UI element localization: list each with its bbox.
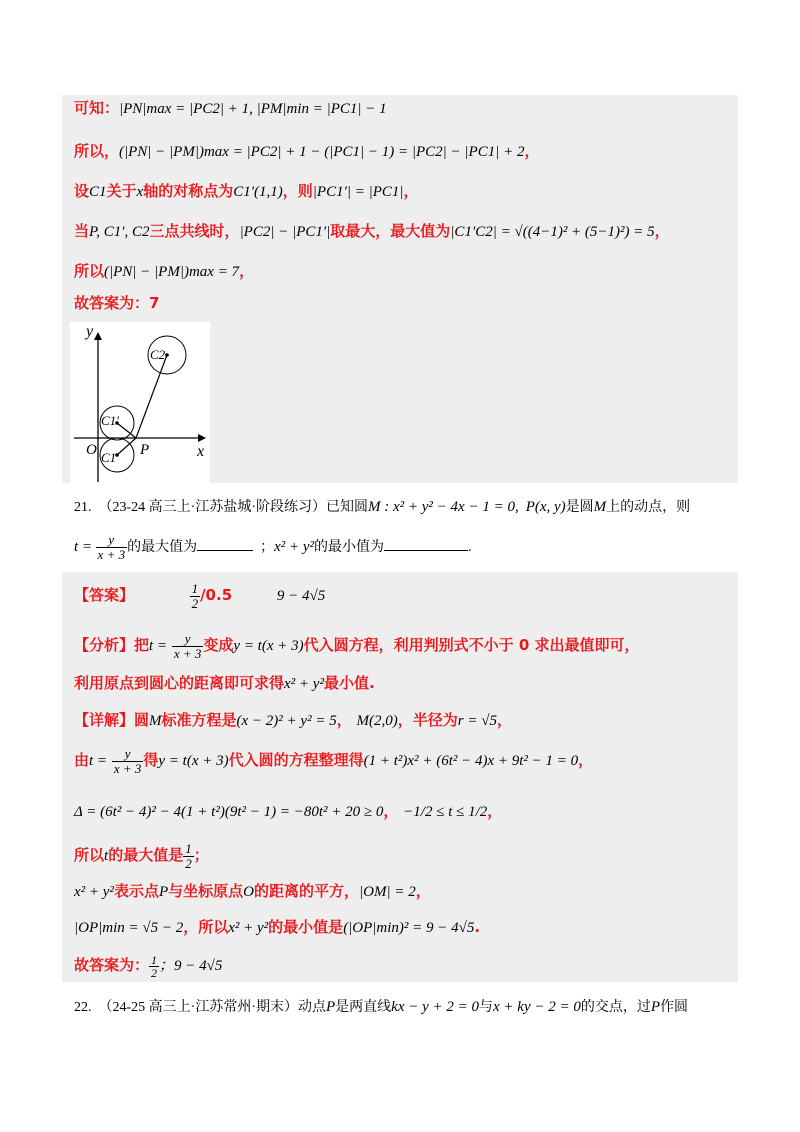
max-value-fraction: $\frac{1}{2}$: [185, 840, 192, 871]
answer-line: 【答案】 $\frac{1}{2}$ /0.5 9 − 4√5: [74, 580, 326, 611]
question-22-line-1: 22. （24-25 高三上·江苏常州·期末）动点P是两直线kx − y + 2 = 0与x + ky − 2 = 0的交点，过P作圆: [74, 999, 689, 1015]
c1-prime-label: C1′: [101, 413, 120, 428]
origin-label: O: [86, 442, 97, 458]
fraction-y-over-x-plus-3: $\frac{y}{x + 3}$: [97, 532, 126, 563]
segment-p-c2: [136, 355, 167, 438]
detail-line-5: x² + y²表示点P与坐标原点O的距离的平方，|OM| = 2，: [74, 882, 431, 900]
x-axis-arrow-icon: [198, 434, 206, 442]
solution-line-2: 所以，(|PN| − |PM|)max = |PC2| + 1 − (|PC1| − 1) = |PC2| − |PC1| + 2，: [74, 142, 540, 160]
answer-blank-1[interactable]: [197, 536, 253, 551]
analysis-fraction: $\frac{y}{x + 3}$: [173, 630, 202, 661]
c1-label: C1: [101, 450, 117, 465]
point-p-label: P: [140, 442, 150, 458]
x-axis-label: x: [197, 443, 205, 460]
c2-label: C2: [150, 347, 166, 362]
detail-line-1: 【详解】圆M标准方程是(x − 2)² + y² = 5， M(2,0)，半径为r = √5，: [74, 711, 512, 729]
segment-c1prime-p: [117, 423, 136, 438]
detail-fraction: $\frac{y}{x + 3}$: [113, 745, 142, 776]
geometry-figure: [70, 322, 210, 485]
detail-line-6: |OP|min = √5 − 2，所以x² + y²的最小值是(|OP|min)² = 9 − 4√5.: [74, 918, 481, 936]
solution-line-3: 设C1关于x轴的对称点为C1′(1,1)，则|PC1′| = |PC1|，: [74, 182, 419, 200]
answer-blank-2[interactable]: [384, 536, 468, 551]
detail-line-2: 由t = $\frac{y}{x + 3}$ 得y = t(x + 3)代入圆的方程整理得(1 + t²)x² + (6t² − 4)x + 9t² − 1 = 0，: [74, 745, 594, 776]
final-answer-line: 故答案为：7: [74, 294, 160, 312]
solution-line-5: 所以(|PN| − |PM|)max = 7，: [74, 262, 255, 280]
coordinate-diagram: [70, 322, 210, 485]
y-axis-arrow-icon: [94, 332, 102, 340]
analysis-line-2: 利用原点到圆心的距离即可求得x² + y²最小值.: [74, 674, 375, 692]
solution-line-1: 可知：|PN|max = |PC2| + 1, |PM|min = |PC1| − 1: [74, 99, 387, 117]
detail-line-3: Δ = (6t² − 4)² − 4(1 + t²)(9t² − 1) = −80t² + 20 ≥ 0， −1/2 ≤ t ≤ 1/2，: [74, 802, 503, 820]
final-fraction-half: $\frac{1}{2}$: [151, 952, 158, 980]
answer-fraction-half: $\frac{1}{2}$: [191, 580, 199, 611]
y-axis-label: y: [86, 323, 94, 340]
question-21-line-2: t = $\frac{y}{x + 3}$ 的最大值为 ；x² + y²的最小值为 .: [74, 532, 472, 563]
question-21-line-1: 21. （23-24 高三上·江苏盐城·阶段练习）已知圆M : x² + y² − 4x − 1 = 0, P(x, y)是圆M上的动点，则: [74, 499, 691, 515]
analysis-line-1: 【分析】把t = $\frac{y}{x + 3}$ 变成y = t(x + 3)代入圆方程，利用判别式不小于 0 求出最值即可，: [74, 630, 640, 661]
final-answer-21: 故答案为： $\frac{1}{2}$ ；9 − 4√5: [74, 952, 223, 980]
solution-line-4: 当P, C1′, C2三点共线时，|PC2| − |PC1′|取最大，最大值为|C1′C2| = √((4−1)² + (5−1)²) = 5，: [74, 222, 670, 240]
detail-line-4: 所以t的最大值是 $\frac{1}{2}$ ；: [74, 840, 209, 871]
